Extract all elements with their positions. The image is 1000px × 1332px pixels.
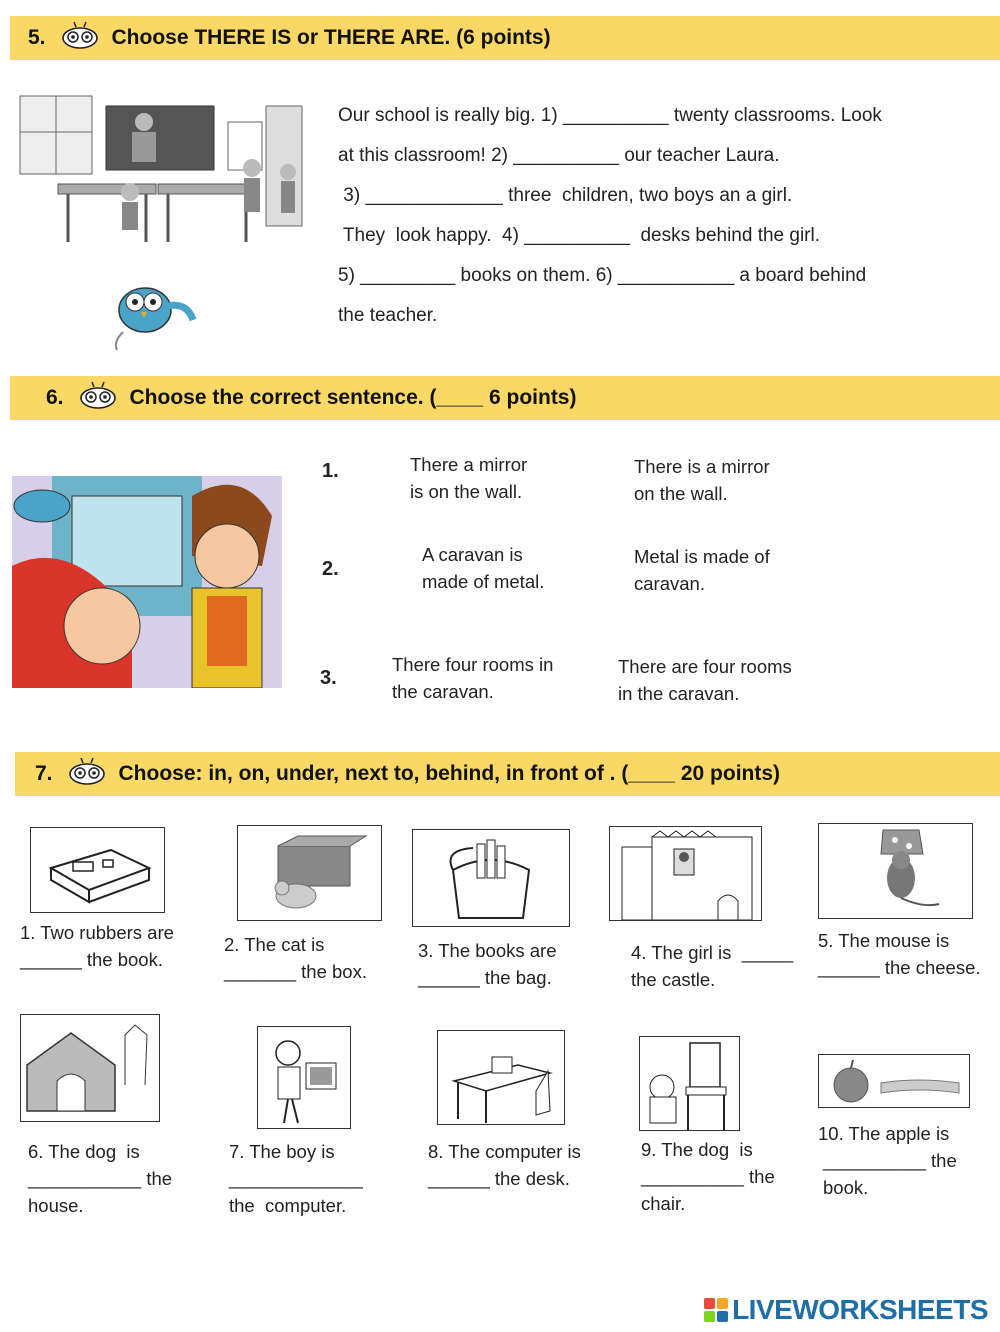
section-title: Choose the correct sentence. (____ 6 points) (129, 386, 577, 409)
option-line: There a mirror (410, 454, 528, 475)
caption-line: _____________ (229, 1168, 363, 1189)
item-caption (818, 927, 981, 981)
caption-line: 2. The cat is (224, 934, 325, 955)
option-line: the caravan. (392, 681, 494, 702)
classroom-illustration (18, 92, 308, 242)
mouse-cheese-picture (818, 823, 973, 919)
caption-line: ______ the book. (20, 949, 163, 970)
item-caption (818, 1120, 957, 1201)
option-line: There are four rooms (618, 656, 792, 677)
book-rubbers-picture (30, 827, 165, 913)
caption-line: 10. The apple is (818, 1123, 950, 1144)
books-bag-picture (412, 829, 570, 927)
item-caption (428, 1138, 581, 1192)
caption-line: __________ the (641, 1166, 775, 1187)
caption-line: the castle. (631, 969, 716, 990)
logo-text: LIVEWORKSHEETS (732, 1294, 988, 1325)
doghouse-picture (20, 1014, 160, 1122)
caption-line: the computer. (229, 1195, 347, 1216)
option-line: There is a mirror (634, 456, 770, 477)
question-number: 3. (320, 667, 337, 689)
castle-girl-picture (609, 826, 762, 921)
caption-line: 5. The mouse is (818, 930, 950, 951)
caption-line: __________ the (823, 1150, 957, 1171)
paragraph-line: 3) _____________ three children, two boys an a girl. (338, 185, 793, 206)
caption-line: ______ the bag. (418, 967, 552, 988)
caption-line: ______ the cheese. (818, 957, 981, 978)
caption-line: chair. (641, 1193, 686, 1214)
item-caption (28, 1138, 172, 1219)
section-number: 7. (35, 762, 53, 785)
caption-line: book. (823, 1177, 869, 1198)
section-title: Choose: in, on, under, next to, behind, in front of . (____ 20 points) (118, 762, 781, 785)
liveworksheets-logo (704, 1294, 988, 1326)
section-number: 6. (46, 386, 64, 409)
caption-line: 1. Two rubbers are (20, 922, 174, 943)
option-line: caravan. (634, 573, 705, 594)
item-caption (20, 919, 174, 973)
computer-desk-picture (437, 1030, 565, 1125)
caption-line: 8. The computer is (428, 1141, 581, 1162)
option-line: A caravan is (422, 544, 523, 565)
section-title: Choose THERE IS or THERE ARE. (6 points) (111, 26, 551, 49)
caravan-children-illustration (12, 476, 282, 688)
section-5-paragraph (338, 96, 978, 336)
section-7-header (15, 752, 1000, 796)
apple-book-picture (818, 1054, 970, 1108)
option-b[interactable] (634, 543, 770, 597)
caption-line: ______ the desk. (428, 1168, 570, 1189)
caption-line: 9. The dog is (641, 1139, 753, 1160)
section-number: 5. (28, 26, 46, 49)
caption-line: _______ the box. (224, 961, 367, 982)
dog-chair-picture (639, 1036, 740, 1131)
logo-mark-icon (704, 1298, 728, 1322)
caption-line: 6. The dog is (28, 1141, 140, 1162)
paragraph-line: the teacher. (338, 305, 438, 326)
option-line: There four rooms in (392, 654, 554, 675)
caption-line: ___________ the (28, 1168, 173, 1189)
option-line: made of metal. (422, 571, 545, 592)
item-caption (229, 1138, 363, 1219)
option-b[interactable] (618, 653, 792, 707)
owl-mascot-illustration (105, 262, 200, 354)
owl-icon (60, 21, 100, 55)
item-caption (418, 937, 557, 991)
paragraph-line: 5) _________ books on them. 6) ___________ a board behind (338, 265, 867, 286)
option-b[interactable] (634, 453, 770, 507)
section-6-header (10, 376, 1000, 420)
option-line: is on the wall. (410, 481, 523, 502)
option-a[interactable] (410, 451, 527, 505)
caption-line: 3. The books are (418, 940, 557, 961)
caption-line: 7. The boy is (229, 1141, 335, 1162)
paragraph-line: at this classroom! 2) __________ our teacher Laura. (338, 145, 780, 166)
paragraph-line: Our school is really big. 1) __________ twenty classrooms. Look (338, 105, 882, 126)
option-a[interactable] (392, 651, 553, 705)
section-5-header (10, 16, 1000, 60)
cat-box-picture (237, 825, 382, 921)
item-caption (641, 1136, 775, 1217)
question-number: 2. (322, 558, 339, 580)
option-line: Metal is made of (634, 546, 770, 567)
caption-line: house. (28, 1195, 84, 1216)
owl-icon (67, 757, 107, 791)
paragraph-line: They look happy. 4) __________ desks behind the girl. (338, 225, 821, 246)
question-number: 1. (322, 460, 339, 482)
option-a[interactable] (422, 541, 544, 595)
item-caption (224, 931, 367, 985)
caption-line: 4. The girl is _____ (631, 942, 794, 963)
option-line: in the caravan. (618, 683, 740, 704)
option-line: on the wall. (634, 483, 728, 504)
item-caption (631, 939, 793, 993)
owl-icon (78, 381, 118, 415)
boy-computer-picture (257, 1026, 351, 1129)
